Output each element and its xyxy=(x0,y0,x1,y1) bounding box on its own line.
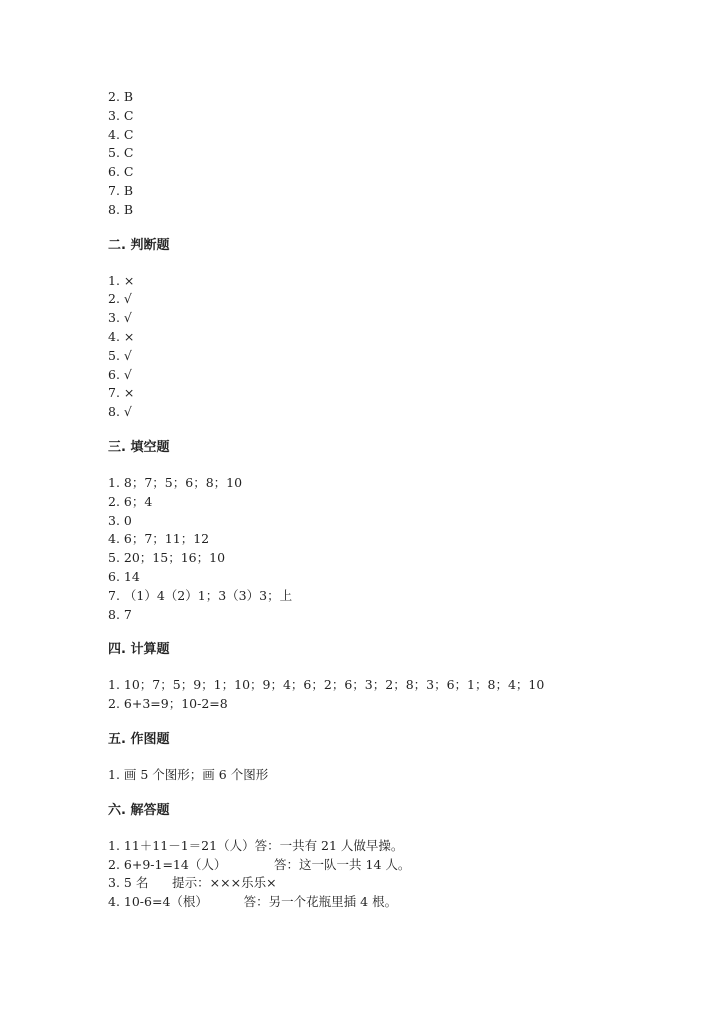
answer-line: 2. B xyxy=(108,89,134,104)
section-fill-blank xyxy=(108,438,668,624)
section-choice-answers xyxy=(108,88,668,220)
answer-line: 6. √ xyxy=(108,366,132,382)
answer-line: 2. 6；4 xyxy=(108,493,153,509)
section-heading: 六. 解答题 xyxy=(108,802,170,818)
answer-line: 7. （1）4（2）1；3（3）3；上 xyxy=(108,587,293,603)
answer-line: 2. √ xyxy=(108,291,132,307)
answer-line: 1. 画 5 个图形；画 6 个图形 xyxy=(108,766,269,782)
answer-key-page xyxy=(108,88,668,912)
answer-line: 8. √ xyxy=(108,404,132,420)
section-word-problems xyxy=(108,801,668,912)
answer-line: 4. C xyxy=(108,126,134,142)
answer-line: 5. 20；15；16；10 xyxy=(108,550,226,566)
section-heading: 五. 作图题 xyxy=(108,731,170,747)
answer-line: 8. B xyxy=(108,201,134,217)
section-true-false xyxy=(108,236,668,422)
section-heading: 四. 计算题 xyxy=(108,642,170,658)
answer-line: 7. × xyxy=(108,385,135,401)
answer-line: 7. B xyxy=(108,182,134,198)
answer-line: 1. × xyxy=(108,272,135,288)
section-calculation xyxy=(108,640,668,714)
answer-line: 1. 8；7；5；6；8；10 xyxy=(108,474,243,490)
answer-line: 3. 5 名 提示：×××乐乐× xyxy=(108,875,277,891)
answer-line: 8. 7 xyxy=(108,606,132,622)
answer-line: 2. 6+3=9；10-2=8 xyxy=(108,696,228,712)
answer-line: 4. × xyxy=(108,328,135,344)
answer-line: 1. 10；7；5；9；1；10；9；4；6；2；6；3；2；8；3；6；1；8；4；10 xyxy=(108,677,545,693)
answer-line: 4. 6；7；11；12 xyxy=(108,531,210,547)
answer-line: 6. C xyxy=(108,164,134,180)
answer-line: 2. 6+9-1=14（人） 答：这一队一共 14 人。 xyxy=(108,856,411,872)
answer-line: 3. √ xyxy=(108,310,132,326)
answer-line: 3. C xyxy=(108,107,134,123)
answer-line: 5. √ xyxy=(108,347,132,363)
section-drawing xyxy=(108,730,668,785)
section-heading: 二. 判断题 xyxy=(108,237,170,253)
answer-line: 6. 14 xyxy=(108,568,140,584)
answer-line: 1. 11＋11－1＝21（人）答：一共有 21 人做早操。 xyxy=(108,837,404,853)
answer-line: 3. 0 xyxy=(108,512,132,528)
answer-line: 4. 10-6=4（根） 答：另一个花瓶里插 4 根。 xyxy=(108,894,398,910)
section-heading: 三. 填空题 xyxy=(108,439,170,455)
answer-line: 5. C xyxy=(108,145,134,161)
